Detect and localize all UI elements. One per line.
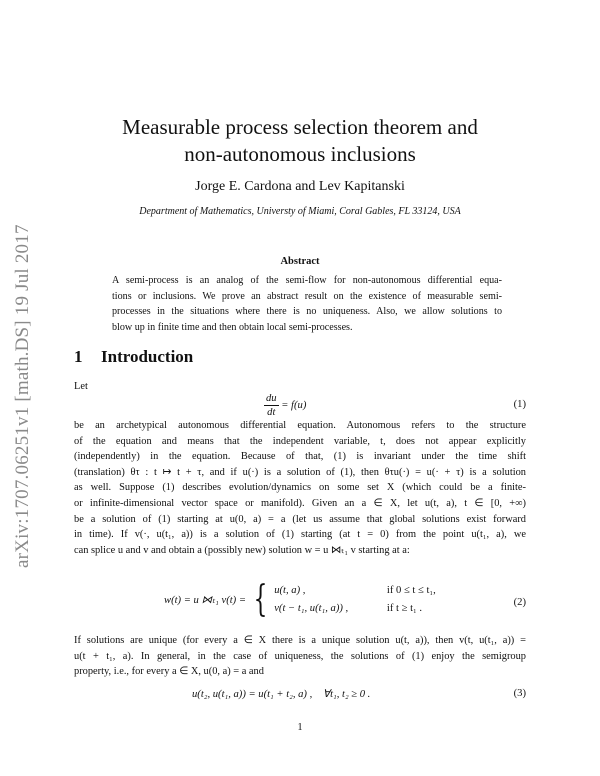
section-title: Introduction [101,347,194,366]
eq2-lhs: w(t) = u ⋈ₜ₁ v(t) = [164,595,247,606]
eq1-numerator: du [266,393,277,404]
paragraph-line: of the equation and means that the independent variable, t, does not appear explicitly [74,435,526,447]
eq2-cases [274,582,436,618]
paragraph-2 [74,633,526,680]
paragraph-line: in time). If v(·, u(t₁, a)) is a solution of (1) starting (at t = 0) from the point u(t₁, a), we [74,529,526,541]
section-number: 1 [74,347,83,366]
paragraph-line: (translation) θτ : t ↦ t + τ, and if u(·) is a solution of (1), then θτu(·) = u(· + τ) is a solution [74,466,526,478]
eq1-fraction [264,392,279,419]
paragraph-line: can splice u and v and obtain a (possibly new) solution w = u ⋈ₜ₁ v starting at a: [74,544,410,556]
paragraph-line: (independently) in the equation. Because of that, (1) is invariant under the time shift [74,451,526,463]
eq1-denominator: dt [267,407,276,418]
equation-3 [74,688,526,706]
paragraph-line: be an archetypical autonomous differential equation. Autonomous refers to the structure [74,420,526,431]
section-heading [74,347,193,367]
eq1-rhs: = f(u) [281,400,307,411]
paragraph-line: u(t + t₁, a). In general, in the case of uniqueness, the solutions of (1) enjoy the semigroup [74,650,526,662]
abstract-heading: Abstract [280,256,320,267]
paragraph-line: If solutions are unique (for every a ∈ X there is a unique solution u(t, a)), then v(t, u(t₁, a)) = [74,635,526,646]
paragraph-line: as well. Suppose (1) describes evolution/dynamics on some set X (which could be a finite- [74,482,526,494]
authors: Jorge E. Cardona and Lev Kapitanski [195,179,405,194]
affiliation: Department of Mathematics, Universty of Miami, Coral Gables, FL 33124, USA [139,206,461,217]
title-line-2: non-autonomous inclusions [184,142,416,166]
eq2-label: (2) [513,597,526,608]
paragraph-1 [74,418,526,558]
eq3-label: (3) [513,688,526,699]
equation-2 [74,579,526,626]
paper-title [0,114,600,168]
paragraph-line: or infinite-dimensional vector space or manifold). Given an a ∈ X, let u(t, a), t ∈ [0, +∞) [74,497,526,509]
page-number: 1 [297,722,303,733]
eq1-label: (1) [513,399,526,410]
abstract-body [112,273,502,335]
paragraph-line: property, i.e., for every a ∈ X, u(0, a) = a and [74,666,264,678]
eq3-body: u(t₂, u(t₁, a)) = u(t₁ + t₂, a) , ∀t₁, t₂ ≥ 0 . [192,689,371,700]
title-line-1: Measurable process selection theorem and [122,115,478,139]
eq2-brace: { [253,579,267,620]
eq2-case1-expr: u(t, a) , [274,585,306,596]
abstract-line: processes in the situations where there is no uniqueness. Also, we allow solutions to [112,306,502,317]
abstract-line: blow up in finite time and then obtain local semi-processes. [112,321,353,333]
abstract-line: tions or inclusions. We prove an abstract result on the existence of measurable semi- [112,290,502,302]
let-text: Let [74,381,88,392]
eq2-case2-cond: if t ≥ t₁ . [386,603,422,614]
abstract-line: A semi-process is an analog of the semi-flow for non-autonomous differential equa- [112,275,502,286]
paragraph-line: be a solution of (1) starting at u(0, a) = a (let us assume that global solutions exist forward [74,513,526,525]
eq2-case1-cond: if 0 ≤ t ≤ t₁, [386,585,436,596]
eq2-case2-expr: v(t − t₁, u(t₁, a)) , [274,603,349,614]
arxiv-stamp: arXiv:1707.06251v1 [math.DS] 19 Jul 2017 [12,224,33,568]
